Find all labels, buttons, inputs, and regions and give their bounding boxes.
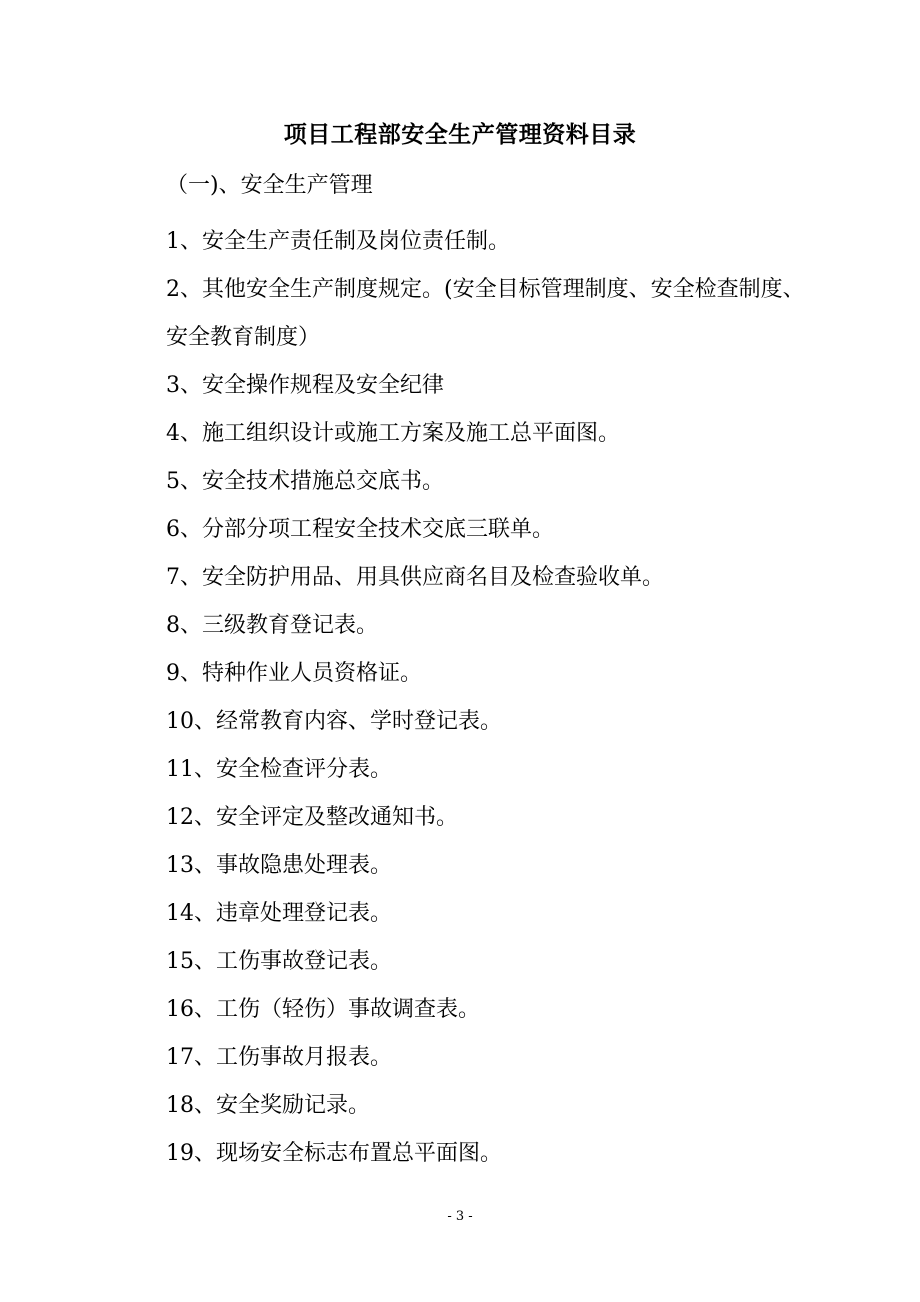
list-item: 5、安全技术措施总交底书。 — [166, 469, 444, 494]
list-item: 3、安全操作规程及安全纪律 — [166, 373, 444, 398]
list-item: 2、其他安全生产制度规定。(安全目标管理制度、安全检查制度、 — [166, 277, 805, 302]
list-item: 4、施工组织设计或施工方案及施工总平面图。 — [166, 421, 620, 446]
list-item: 7、安全防护用品、用具供应商名目及检查验收单。 — [166, 565, 664, 590]
section-heading: （一)、安全生产管理 — [166, 173, 373, 198]
list-item-continuation: 安全教育制度） — [166, 325, 321, 350]
list-item: 12、安全评定及整改通知书。 — [166, 805, 458, 830]
list-item: 6、分部分项工程安全技术交底三联单。 — [166, 517, 554, 542]
list-item: 13、事故隐患处理表。 — [166, 853, 392, 878]
list-item: 11、安全检查评分表。 — [166, 757, 392, 782]
list-item: 8、三级教育登记表。 — [166, 613, 378, 638]
list-item: 19、现场安全标志布置总平面图。 — [166, 1141, 502, 1166]
document-title: 项目工程部安全生产管理资料目录 — [283, 121, 637, 148]
list-item: 1、安全生产责任制及岗位责任制。 — [166, 229, 510, 254]
list-item: 10、经常教育内容、学时登记表。 — [166, 709, 502, 734]
list-item: 14、违章处理登记表。 — [166, 901, 392, 926]
list-item: 17、工伤事故月报表。 — [166, 1045, 392, 1070]
catalog-list — [166, 218, 846, 1178]
page-number: - 3 - — [447, 1209, 473, 1224]
list-item: 9、特种作业人员资格证。 — [166, 661, 422, 686]
list-item: 16、工伤（轻伤）事故调查表。 — [166, 997, 480, 1022]
list-item: 18、安全奖励记录。 — [166, 1093, 370, 1118]
list-item: 15、工伤事故登记表。 — [166, 949, 392, 974]
